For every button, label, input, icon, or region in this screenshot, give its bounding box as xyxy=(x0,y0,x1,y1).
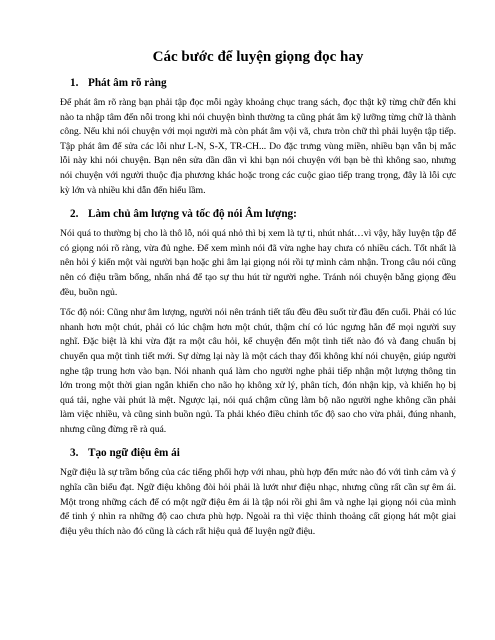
section-number: 1. xyxy=(70,77,79,89)
paragraph: Ngữ điệu là sự trầm bổng của các tiếng phối hợp với nhau, phù hợp đến mức nào đó với tình cảm và ý nghĩa cần biểu đạt. Ngữ điệu không đòi hỏi phải là lướt như điệu nhạc, nhưng cũng rất cần sự êm ái. Một trong những cách để có một ngữ điệu êm ái là tập nói rồi ghi âm và nghe lại giọng nói của mình để tinh ý nhìn ra những độ cao chưa phù hợp. Ngoài ra thì việc thỉnh thoảng cất giọng hát một giai điệu yêu thích nào đó cũng là cách rất hiệu quả để luyện ngữ điệu. xyxy=(60,467,456,537)
section-2 xyxy=(60,207,456,437)
paragraph: Nói quá to thường bị cho là thô lỗ, nói quá nhỏ thì bị xem là tự ti, nhút nhát…vì vậy, hãy luyện tập để có giọng nói rõ ràng, vừa đủ nghe. Để xem mình nói đã vừa nghe hay chưa có nhiều cách. Tốt nhất là nên hỏi ý kiến một vài người bạn hoặc ghi âm lại giọng nói rồi tự mình cảm nhận. Trong câu nói cũng nên có điệu trầm bổng, nhấn nhá để tạo sự thu hút từ người nghe. Tránh nói chuyện bằng giọng đều đều, buồn ngủ. xyxy=(60,228,456,298)
section-title: Tạo ngữ điệu êm ái xyxy=(88,447,180,460)
section-1 xyxy=(60,76,456,198)
section-heading xyxy=(60,207,456,221)
section-number: 2. xyxy=(70,208,79,221)
section-heading xyxy=(60,446,456,460)
section-3 xyxy=(60,446,456,539)
section-title: Phát âm rõ ràng xyxy=(88,77,167,89)
section-number: 3. xyxy=(70,447,79,460)
section-title: Làm chủ âm lượng và tốc độ nói Âm lượng: xyxy=(88,208,297,221)
section-heading xyxy=(60,76,456,90)
paragraph: Tốc độ nói: Cũng như âm lượng, người nói nên tránh tiết tấu đều đều suốt từ đầu đến cuối. Phải có lúc nhanh hơn một chút, phải có lúc chậm hơn một chút, thậm chí có lúc ngưng hẳn để mọi người suy nghĩ. Đặc biệt là khi vừa đặt ra một câu hỏi, kể chuyện đến một tình tiết nào đó và đang chuẩn bị chuyển qua một tình tiết mới. Sự dừng lại này là một cách thay đổi không khí nói chuyện, giúp người nghe tập trung hơn vào bạn. Nói nhanh quá làm cho người nghe phải tiếp nhận một lượng thông tin lớn trong một thời gian ngắn khiến cho não họ không xử lý, phân tích, đón nhận kịp, và khiến họ bị quá tải, nghe vài phút là mệt. Ngược lại, nói quá chậm cũng làm bộ não người nghe không cần phải làm việc nhiều, và cũng sinh buồn ngủ. Ta phải khéo điều chỉnh tốc độ sao cho vừa phải, đúng nhanh, nhưng cũng đừng rề rà quá. xyxy=(60,307,456,435)
document-title: Các bước để luyện giọng đọc hay xyxy=(152,49,364,65)
paragraph: Để phát âm rõ ràng bạn phải tập đọc mỗi ngày khoảng chục trang sách, đọc thật kỹ từng chữ đến khi nào ta nhập tâm đến nỗi trong khi nói chuyện bình thường ta cũng phát âm kỹ lưỡng từng chữ là thành công. Nếu khi nói chuyện với mọi người mà còn phát âm vội vã, chưa tròn chữ thì phải luyện tập tiếp. Tập phát âm để sửa các lỗi như L-N, S-X, TR-CH... Do đặc trưng vùng miền, nhiều bạn vẫn bị mắc lỗi này khi nói chuyện. Bạn nên sửa dần dần vì khi bạn nói chuyện với bạn bè thì không sao, nhưng nói chuyện với người thuộc địa phương khác hoặc trong các cuộc giao tiếp trang trọng, đây là lỗi cực kỳ lớn và nhiều khi dẫn đến hiểu lầm. xyxy=(60,97,456,196)
